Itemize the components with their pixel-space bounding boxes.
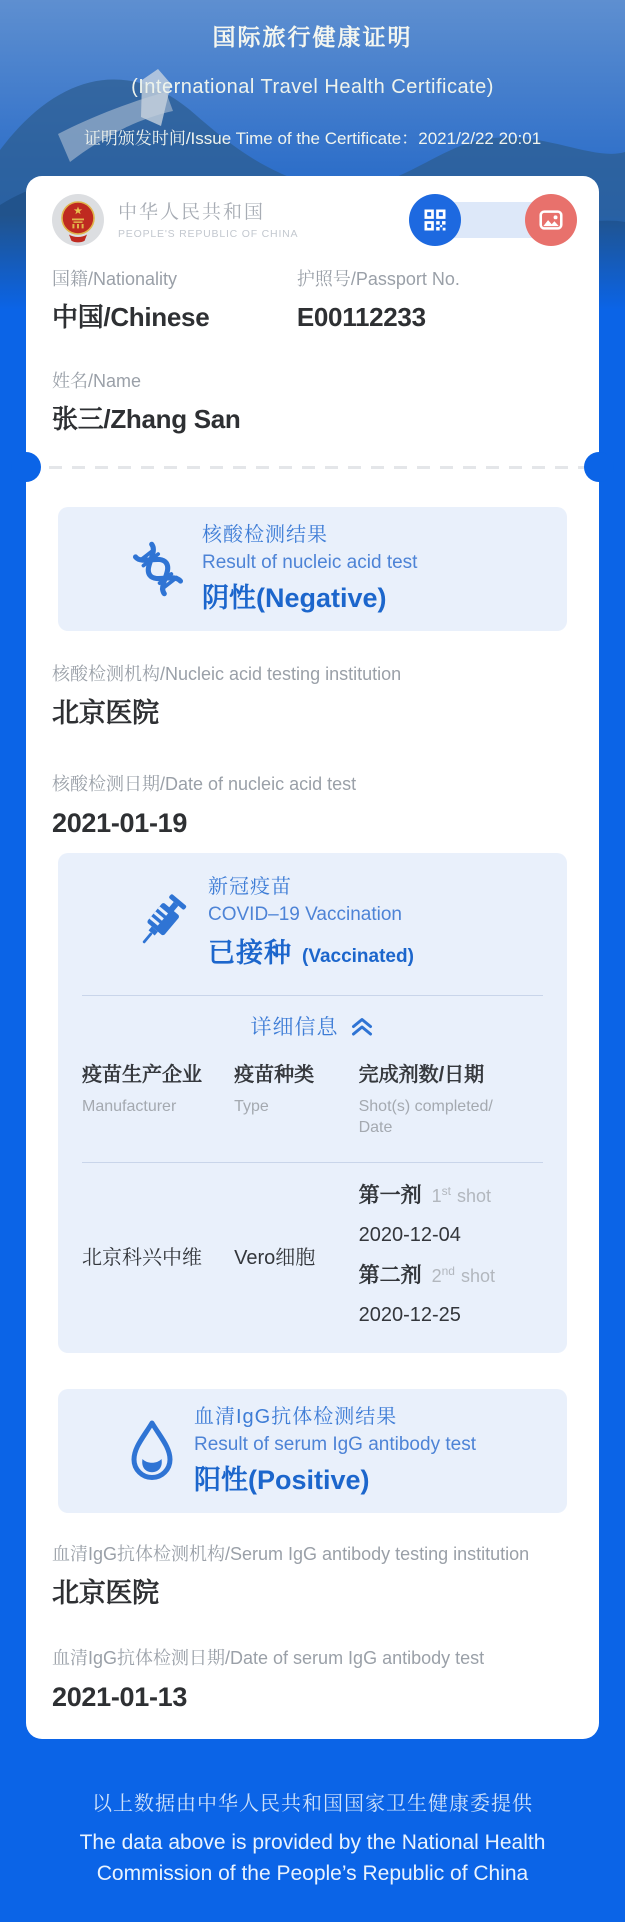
nucleic-title-en: Result of nucleic acid test <box>202 552 418 573</box>
nationality-label: 国籍/Nationality <box>52 269 178 289</box>
vaccination-divider <box>82 995 543 996</box>
certificate-card <box>26 176 599 1739</box>
photo-icon <box>537 206 565 234</box>
footer <box>0 1789 625 1889</box>
serum-title-zh: 血清IgG抗体检测结果 <box>194 1406 398 1428</box>
vaccination-status-zh: 已接种 <box>208 938 292 968</box>
details-toggle-label: 详细信息 <box>250 1016 339 1039</box>
col-manufacturer-en: Manufacturer <box>82 1098 177 1115</box>
vaccination-table <box>58 1040 567 1329</box>
nucleic-institution-value: 北京医院 <box>52 698 159 728</box>
details-toggle[interactable] <box>58 1012 567 1040</box>
nucleic-result-panel <box>58 507 567 631</box>
vaccination-title-en: COVID–19 Vaccination <box>208 904 402 925</box>
water-drop-icon <box>126 1416 178 1486</box>
vaccination-title-zh: 新冠疫苗 <box>208 876 292 898</box>
nucleic-institution-label: 核酸检测机构/Nucleic acid testing institution <box>52 664 402 684</box>
vaccination-panel <box>58 853 567 1353</box>
shot2-date: 2020-12-25 <box>358 1304 461 1326</box>
footer-line-en: The data above is provided by the National Health Commission of the People’s Republic of China <box>79 1831 546 1885</box>
name-label: 姓名/Name <box>52 371 142 391</box>
country-name-en: PEOPLE'S REPUBLIC OF CHINA <box>118 227 299 240</box>
name-value: 张三/Zhang San <box>52 404 241 434</box>
country-name <box>118 201 298 240</box>
serum-institution-value: 北京医院 <box>52 1578 159 1608</box>
serum-result: 阳性(Positive) <box>194 1465 370 1495</box>
col-manufacturer-zh: 疫苗生产企业 <box>82 1064 202 1086</box>
perforation-divider <box>26 466 599 469</box>
page-title: 国际旅行健康证明 <box>212 24 413 50</box>
issue-time-label: 证明颁发时间/Issue Time of the Certificate： <box>83 129 419 148</box>
passport-label: 护照号/Passport No. <box>296 269 460 289</box>
shot1-label: 第一剂 1st shot <box>358 1184 491 1207</box>
manufacturer-value: 北京科兴中维 <box>82 1246 202 1269</box>
vaccination-table-row <box>82 1162 543 1329</box>
col-type-zh: 疫苗种类 <box>234 1064 315 1086</box>
col-shots-zh: 完成剂数/日期 <box>358 1064 485 1086</box>
nucleic-date-value: 2021-01-19 <box>52 808 188 838</box>
serum-institution-label: 血清IgG抗体检测机构/Serum IgG antibody testing institution <box>52 1544 530 1564</box>
passport-value: E00112233 <box>296 302 426 332</box>
dna-icon <box>130 528 186 610</box>
nucleic-title-zh: 核酸检测结果 <box>202 524 328 546</box>
footer-line-zh: 以上数据由中华人民共和国国家卫生健康委提供 <box>92 1793 533 1815</box>
qr-code-icon <box>421 206 449 234</box>
col-type-en: Type <box>234 1098 269 1115</box>
card-header <box>26 176 599 248</box>
serum-date-label: 血清IgG抗体检测日期/Date of serum IgG antibody test <box>52 1648 485 1668</box>
header-actions <box>409 194 577 246</box>
country-name-zh: 中华人民共和国 <box>118 201 266 223</box>
syringe-icon <box>128 884 192 962</box>
qr-code-button[interactable] <box>409 194 461 246</box>
shot1-date: 2020-12-04 <box>358 1224 461 1246</box>
personal-fields <box>26 248 599 436</box>
issue-time-value: 2021/2/22 20:01 <box>418 129 542 148</box>
nucleic-result: 阴性(Negative) <box>202 583 387 613</box>
issue-time <box>0 128 625 150</box>
col-shots-en: Shot(s) completed/ Date <box>358 1098 493 1136</box>
nucleic-date-label: 核酸检测日期/Date of nucleic acid test <box>52 774 357 794</box>
nationality-value: 中国/Chinese <box>52 302 210 332</box>
vaccination-table-header <box>82 1062 543 1138</box>
serum-title-en: Result of serum IgG antibody test <box>194 1434 476 1455</box>
serum-date-value: 2021-01-13 <box>52 1682 188 1712</box>
vaccine-type-value: Vero细胞 <box>234 1246 316 1269</box>
vaccination-status-en: (Vaccinated) <box>302 946 414 967</box>
photo-button[interactable] <box>525 194 577 246</box>
china-national-emblem-icon <box>52 194 104 246</box>
shot2-label: 第二剂 2nd shot <box>358 1264 495 1287</box>
page-subtitle: (International Travel Health Certificate) <box>131 76 494 98</box>
chevron-up-double-icon <box>349 1013 375 1039</box>
vaccination-status <box>208 935 414 971</box>
serum-result-panel <box>58 1389 567 1513</box>
